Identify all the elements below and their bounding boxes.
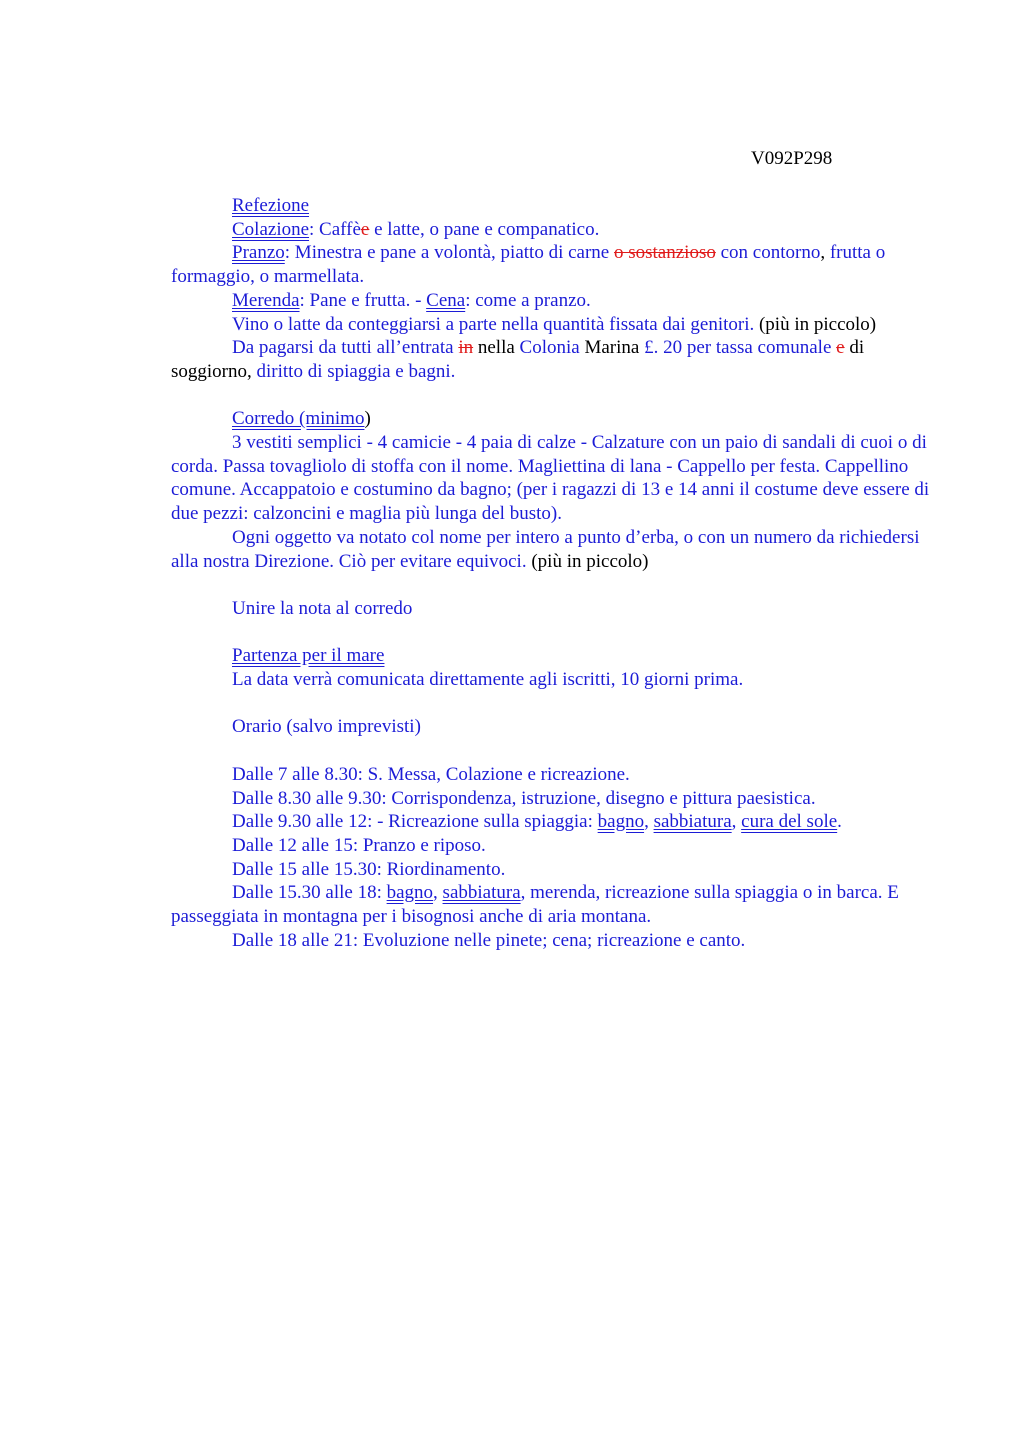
orario-row-7: Dalle 18 alle 21: Evoluzione nelle pinete; cena; ricreazione e canto. (232, 929, 746, 951)
pagarsi-deleted-2: e (836, 337, 845, 359)
orario-row-5: Dalle 15 alle 15.30: Riordinamento. (232, 858, 506, 880)
vino-note: (più in piccolo) (754, 313, 877, 335)
refezione-heading (171, 194, 931, 218)
cura-del-sole-term: cura del sole (741, 811, 838, 833)
sabbiatura-term: sabbiatura (442, 882, 521, 904)
ogni-oggetto-note: (più in piccolo) (526, 550, 649, 572)
pranzo-deleted: o sostanzioso (613, 242, 716, 264)
pagarsi-text-b: nella (473, 337, 520, 359)
pagarsi-text-d: Marina (579, 337, 645, 359)
bagno-term: bagno (597, 811, 645, 833)
orario-row-6 (171, 881, 931, 928)
separator: , (644, 811, 654, 833)
orario-row-6-text-b: , merenda, ricreazione sulla spiaggia o in barca. E passeggiata in montagna per i bisognosi anche di aria montana. (171, 882, 899, 928)
corredo-heading-text: Corredo (minimo (232, 408, 365, 430)
pagarsi-line (171, 336, 931, 383)
pranzo-text-a: : Minestra e pane a volontà, piatto di carne (284, 242, 614, 264)
partenza-heading-text: Partenza per il mare (232, 645, 385, 667)
pagarsi-text-e: £. 20 per tassa comunale (644, 337, 837, 359)
pagarsi-text-a: Da pagarsi da tutti all’entrata (232, 337, 459, 359)
partenza-heading (171, 644, 931, 668)
bagno-term: bagno (386, 882, 434, 904)
cena-text: : come a pranzo. (465, 289, 591, 311)
pagarsi-deleted: in (458, 337, 474, 359)
orario-row-6-text: Dalle 15.30 alle 18: (232, 882, 387, 904)
vino-line (171, 313, 931, 337)
pranzo-comma: , (820, 242, 826, 264)
orario-row-1: Dalle 7 alle 8.30: S. Messa, Colazione e ricreazione. (232, 763, 630, 785)
corredo-heading (171, 407, 931, 431)
separator: , (433, 882, 443, 904)
pagarsi-text-g: diritto di spiaggia e bagni. (251, 360, 456, 382)
document-body (171, 194, 931, 952)
page-id: V092P298 (751, 148, 833, 169)
merenda-line (171, 289, 931, 313)
partenza-text: La data verrà comunicata direttamente agli iscritti, 10 giorni prima. (232, 669, 744, 691)
spacer (171, 384, 931, 408)
spacer (171, 692, 931, 716)
spacer (171, 621, 931, 645)
orario-row-3-text: Dalle 9.30 alle 12: - Ricreazione sulla spiaggia: (232, 811, 598, 833)
colazione-deleted: e (360, 218, 370, 240)
orario-row-2: Dalle 8.30 alle 9.30: Corrispondenza, istruzione, disegno e pittura paesistica. (232, 787, 816, 809)
colazione-text-a: : Caffè (309, 218, 361, 240)
vino-text: Vino o latte da conteggiarsi a parte nella quantità fissata dai genitori. (232, 313, 755, 335)
colazione-line (171, 218, 931, 242)
ogni-oggetto-text: Ogni oggetto va notato col nome per intero a punto d’erba, o con un numero da richiedersi alla nostra Direzione. Ciò per evitare equivoci. (171, 526, 920, 572)
unire-nota: Unire la nota al corredo (232, 597, 413, 619)
colazione-label: Colazione (232, 218, 310, 240)
spacer (171, 739, 931, 763)
pranzo-text-c: frutta o formaggio, o marmellata. (171, 242, 886, 288)
pranzo-label: Pranzo (232, 242, 285, 264)
separator: , (731, 811, 742, 833)
merenda-label: Merenda (232, 289, 300, 311)
pagarsi-text-f: di soggiorno, (171, 337, 865, 382)
refezione-heading-text: Refezione (232, 195, 310, 216)
sabbiatura-term: sabbiatura (653, 811, 732, 833)
spacer (171, 573, 931, 597)
orario-heading: Orario (salvo imprevisti) (232, 716, 421, 738)
orario-row-4: Dalle 12 alle 15: Pranzo e riposo. (232, 834, 486, 856)
pranzo-line (171, 241, 931, 288)
corredo-items: 3 vestiti semplici - 4 camicie - 4 paia di calze - Calzature con un paio di sandali di cuoi o di corda. Passa tovagliolo di stoffa con il nome. Magliettina di lana - Cappello per festa. Cappellino comune. Accappatoio e costumino da bagno; (per i ragazzi di 13 e 14 anni il costume deve essere di due pezzi: calzoncini e maglia più lunga del busto). (171, 432, 930, 525)
colazione-text-b: e latte, o pane e companatico. (369, 218, 600, 240)
pranzo-text-b: con contorno (715, 242, 821, 264)
orario-row-3 (171, 810, 931, 834)
cena-label: Cena (426, 289, 466, 311)
period: . (837, 811, 842, 833)
corredo-heading-paren: ) (364, 408, 371, 430)
ogni-oggetto-line (171, 526, 931, 573)
merenda-text: : Pane e frutta. - (299, 289, 427, 311)
pagarsi-text-c: Colonia (519, 337, 580, 359)
